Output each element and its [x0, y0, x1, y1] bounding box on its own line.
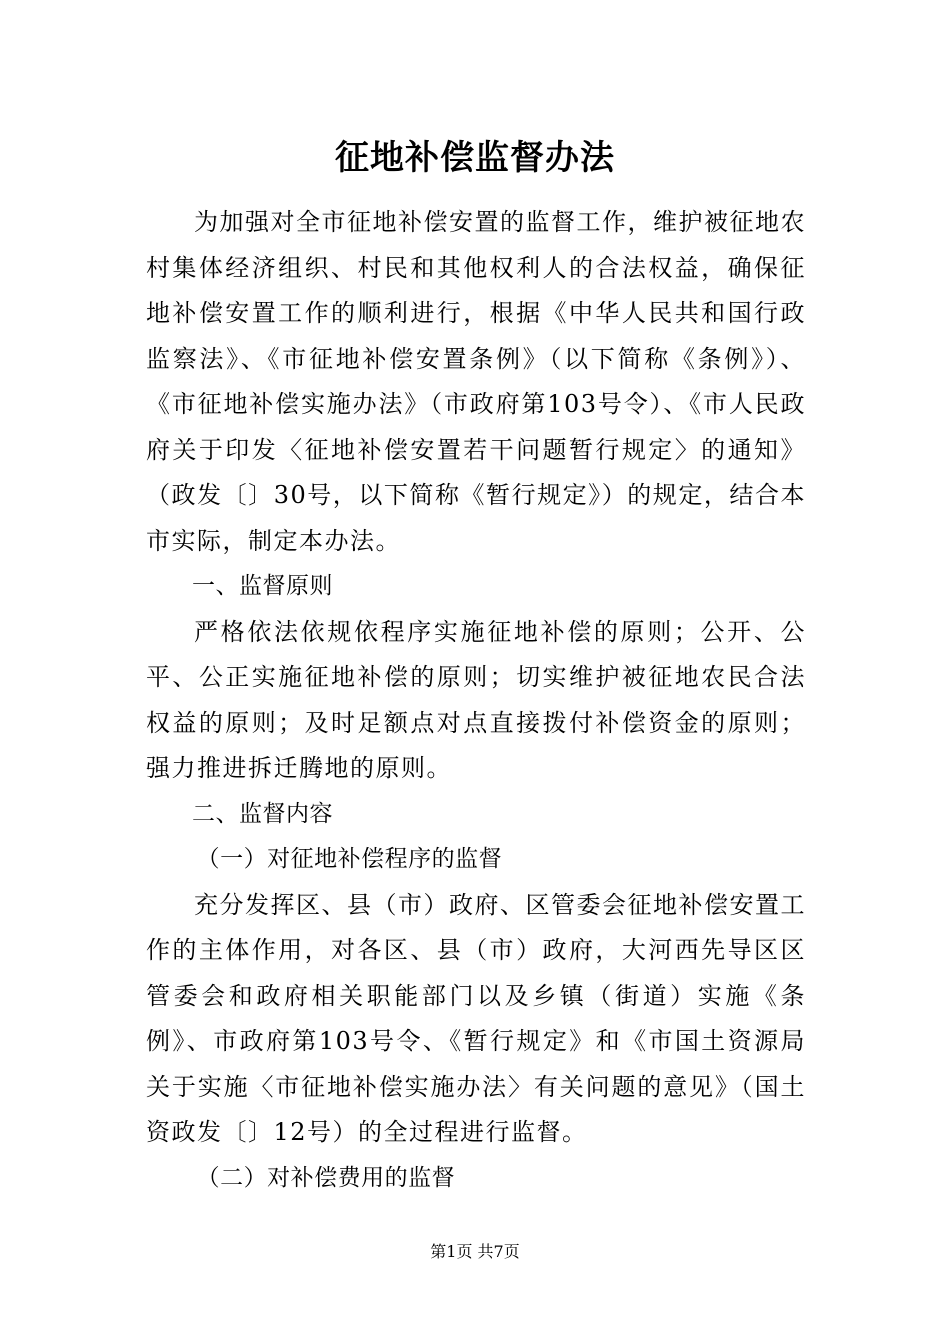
principles-paragraph: 严格依法依规依程序实施征地补偿的原则；公开、公平、公正实施征地补偿的原则；切实维护被征地农民合法权益的原则；及时足额点对点直接拨付补偿资金的原则；强力推进拆迁腾地的原则。: [146, 617, 806, 782]
document-title: 征地补偿监督办法: [335, 138, 615, 178]
intro-paragraph: 为加强对全市征地补偿安置的监督工作，维护被征地农村集体经济组织、村民和其他权利人的合法权益，确保征地补偿安置工作的顺利进行，根据《中华人民共和国行政监察法》、《市征地补偿安置条例》（以下简称《条例》）、《市征地补偿实施办法》（市政府第103号令）、《市人民政府关于印发〈征地补偿安置若干问题暂行规定〉的通知》（政发〔〕30号，以下简称《暂行规定》）的规定，结合本市实际，制定本办法。: [146, 208, 806, 555]
subsection-heading-fees: （二）对补偿费用的监督: [196, 1164, 456, 1191]
procedure-paragraph: 充分发挥区、县（市）政府、区管委会征地补偿安置工作的主体作用，对各区、县（市）政府，大河西先导区区管委会和政府相关职能部门以及乡镇（街道）实施《条例》、市政府第103号令、《暂行规定》和《市国土资源局关于实施〈市征地补偿实施办法〉有关问题的意见》（国土资政发〔〕12号）的全过程进行监督。: [146, 890, 806, 1146]
section-heading-content: 二、监督内容: [192, 800, 333, 827]
subsection-heading-procedure: （一）对征地补偿程序的监督: [196, 846, 503, 872]
section-heading-principles: 一、监督原则: [192, 573, 333, 599]
document-body: [146, 200, 806, 1201]
page-footer: 第1页 共7页: [430, 1242, 520, 1261]
